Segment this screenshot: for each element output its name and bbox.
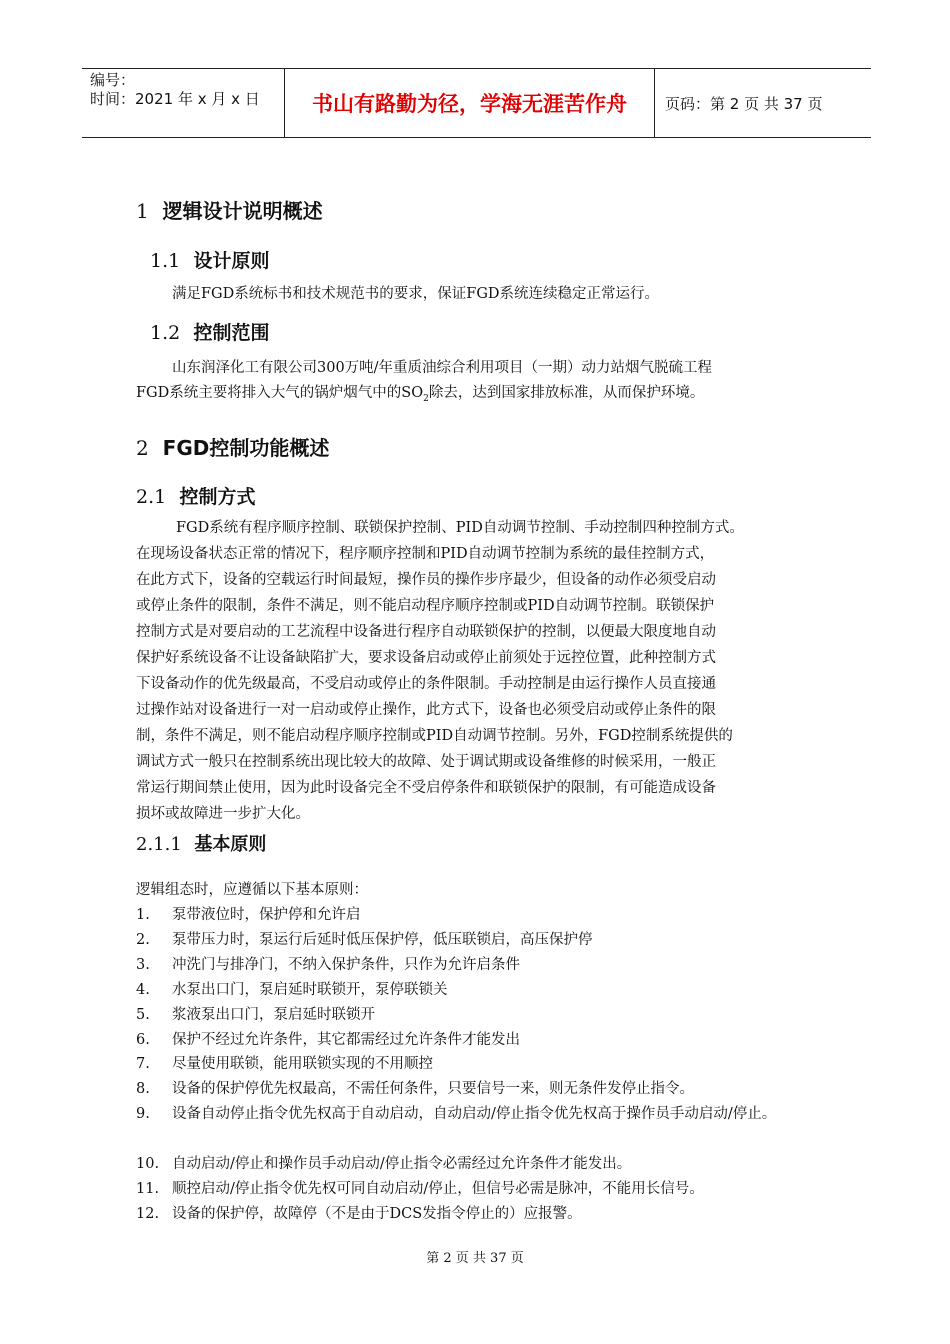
list-item — [136, 953, 826, 978]
list-item-number: 11. — [136, 1181, 160, 1197]
list-item-text: 自动启动/停止和操作员手动启动/停止指令必需经过允许条件才能发出。 — [172, 1156, 632, 1172]
list-item — [136, 1077, 826, 1102]
paragraph-line: FGD系统有程序顺序控制、联锁保护控制、PID自动调节控制、手动控制四种控制方式。 — [176, 520, 744, 536]
section-number: 2.1.1 — [136, 834, 182, 855]
list-item-text: 水泵出口门，泵启延时联锁开，泵停联锁关 — [172, 982, 448, 998]
list-item-text: 泵带液位时，保护停和允许启 — [172, 907, 361, 923]
section-number: 1 — [136, 199, 149, 223]
page-header — [82, 68, 871, 138]
paragraph-line: 过操作站对设备进行一对一启动或停止操作，此方式下，设备也必须受启动或停止条件的限 — [136, 702, 716, 718]
so2-subscript: 2 — [423, 393, 429, 404]
control-scope-line-1: 山东润泽化工有限公司300万吨/年重质油综合利用项目（一期）动力站烟气脱硫工程 — [172, 360, 713, 376]
section-number: 2.1 — [136, 486, 167, 508]
page-footer: 第 2 页 共 37 页 — [426, 1251, 524, 1266]
list-item-text: 顺控启动/停止指令优先权可同自动启动/停止，但信号必需是脉冲，不能用长信号。 — [172, 1181, 704, 1197]
paragraph-line: 保护好系统设备不让设备缺陷扩大，要求设备启动或停止前须处于远控位置，此种控制方式 — [136, 650, 716, 666]
section-2-heading — [136, 432, 329, 461]
section-title: 控制方式 — [179, 486, 256, 508]
header-meta — [82, 69, 285, 137]
paragraph-line: 或停止条件的限制，条件不满足，则不能启动程序顺序控制或PID自动调节控制。联锁保护 — [136, 598, 715, 614]
scope-text-b: 除去，达到国家排放标准，从而保护环境。 — [428, 385, 705, 401]
list-item-number: 3. — [136, 957, 150, 973]
list-item-text: 设备自动停止指令优先权高于自动启动，自动启动/停止指令优先权高于操作员手动启动/停止。 — [172, 1106, 777, 1122]
section-title: 逻辑设计说明概述 — [162, 199, 323, 223]
paragraph-line: 调试方式一般只在控制系统出现比较大的故障、处于调试期或设备维修的时候采用，一般正 — [136, 754, 716, 770]
section-title: FGD控制功能概述 — [162, 436, 330, 460]
list-item — [136, 903, 826, 928]
control-scope-line-2 — [136, 380, 704, 412]
list-item — [136, 1003, 826, 1028]
paragraph-line: 常运行期间禁止使用，因为此时设备完全不受启停条件和联锁保护的限制，有可能造成设备 — [136, 780, 716, 796]
list-item — [136, 1202, 826, 1227]
section-title: 控制范围 — [193, 322, 270, 344]
section-title: 设计原则 — [193, 250, 270, 272]
section-2-1-heading — [136, 482, 255, 509]
doc-code-label: 编号： — [90, 71, 136, 89]
list-item — [136, 1152, 826, 1177]
list-item-number: 6. — [136, 1032, 150, 1048]
list-item-number: 10. — [136, 1156, 160, 1172]
paragraph-line: 控制方式是对要启动的工艺流程中设备进行程序自动联锁保护的控制，以便最大限度地自动 — [136, 624, 716, 640]
section-1-heading — [136, 195, 323, 224]
section-number: 1.1 — [150, 250, 181, 272]
rules-intro: 逻辑组态时，应遵循以下基本原则： — [136, 882, 368, 898]
scope-text-a: FGD系统主要将排入大气的锅炉烟气中的SO — [136, 385, 424, 401]
list-item-number: 5. — [136, 1007, 150, 1023]
header-page-info: 页码：第 2 页 共 37 页 — [665, 94, 823, 113]
list-item-number: 1. — [136, 907, 150, 923]
list-item-text: 泵带压力时，泵运行后延时低压保护停，低压联锁启，高压保护停 — [172, 932, 593, 948]
list-item — [136, 928, 826, 953]
paragraph-line: 在现场设备状态正常的情况下，程序顺序控制和PID自动调节控制为系统的最佳控制方式， — [136, 546, 715, 562]
section-1-1-heading — [150, 246, 269, 273]
list-item-text: 尽量使用联锁，能用联锁实现的不用顺控 — [172, 1056, 433, 1072]
list-item-number: 7. — [136, 1056, 150, 1072]
list-item-number: 2. — [136, 932, 150, 948]
section-number: 1.2 — [150, 322, 181, 344]
paragraph-line: 下设备动作的优先级最高，不受启动或停止的条件限制。手动控制是由运行操作人员直接通 — [136, 676, 716, 692]
list-item-text: 浆液泵出口门，泵启延时联锁开 — [172, 1007, 375, 1023]
design-principle-text: 满足FGD系统标书和技术规范书的要求，保证FGD系统连续稳定正常运行。 — [172, 286, 660, 302]
list-item-number: 12. — [136, 1206, 160, 1222]
list-item-number: 9. — [136, 1106, 150, 1122]
list-item-text: 设备的保护停优先权最高，不需任何条件，只要信号一来，则无条件发停止指令。 — [172, 1081, 694, 1097]
section-title: 基本原则 — [194, 834, 267, 855]
paragraph-line: 损坏或故障进一步扩大化。 — [136, 806, 310, 822]
header-motto: 书山有路勤为径，学海无涯苦作舟 — [285, 69, 655, 137]
section-number: 2 — [136, 436, 149, 460]
list-item-number: 8. — [136, 1081, 150, 1097]
paragraph-line: 在此方式下，设备的空载运行时间最短，操作员的操作步序最少，但设备的动作必须受启动 — [136, 572, 716, 588]
list-item-text: 设备的保护停，故障停（不是由于DCS发指令停止的）应报警。 — [172, 1206, 582, 1222]
list-item — [136, 1052, 826, 1077]
list-item-text: 保护不经过允许条件，其它都需经过允许条件才能发出 — [172, 1032, 520, 1048]
list-item — [136, 978, 826, 1003]
list-item — [136, 1028, 826, 1053]
list-item-text: 冲洗门与排净门，不纳入保护条件，只作为允许启条件 — [172, 957, 520, 973]
list-item — [136, 1102, 826, 1127]
doc-time-label: 时间：2021 年 x 月 x 日 — [90, 90, 260, 108]
section-1-2-heading — [150, 318, 269, 345]
list-item — [136, 1177, 826, 1202]
paragraph-line: 制，条件不满足，则不能启动程序顺序控制或PID自动调节控制。另外，FGD控制系统提供的 — [136, 728, 733, 744]
section-2-1-1-heading — [136, 830, 266, 856]
list-item-number: 4. — [136, 982, 150, 998]
